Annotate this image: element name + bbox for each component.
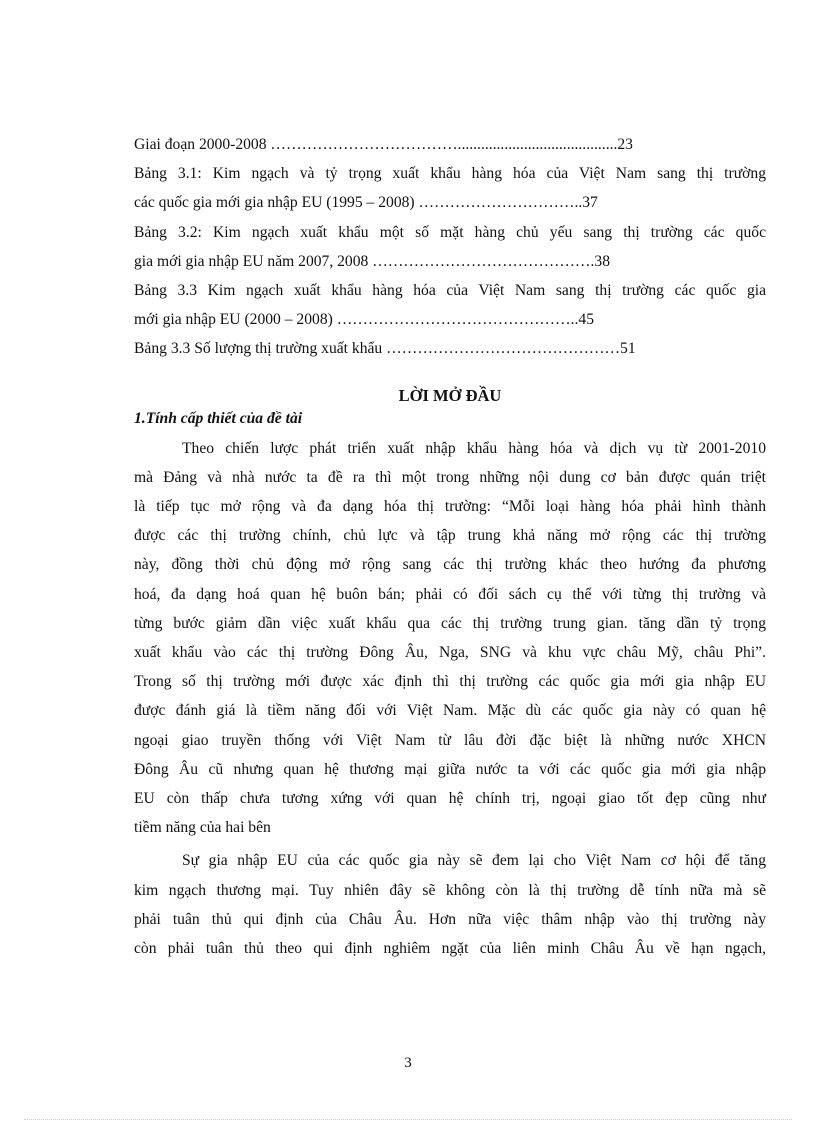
page-content bbox=[134, 130, 766, 963]
table-of-contents bbox=[134, 130, 766, 364]
section-title: 1.Tính cấp thiết của đề tài bbox=[134, 409, 303, 427]
text-line: Đông Âu cũ nhưng quan hệ thương mại giữa nước ta với các quốc gia mới gia nhập bbox=[134, 760, 766, 778]
toc-line: Bảng 3.1: Kim ngạch và tỷ trọng xuất khẩu hàng hóa của Việt Nam sang thị trường bbox=[134, 165, 766, 183]
toc-line: Bảng 3.3 Số lượng thị trường xuất khẩu ………………………………………51 bbox=[134, 340, 636, 358]
paragraph bbox=[134, 434, 766, 843]
page-bottom-rule bbox=[24, 1119, 792, 1120]
text-line: được các thị trường chính, chủ lực và tập trung khả năng mở rộng các thị trường bbox=[134, 527, 766, 545]
paragraph bbox=[134, 846, 766, 963]
text-line: Trong số thị trường mới được xác định thì thị trường các quốc gia mới gia nhập EU bbox=[134, 673, 766, 691]
page-number: 3 bbox=[404, 1055, 412, 1071]
toc-line: mới gia nhập EU (2000 – 2008) ………………………………………..45 bbox=[134, 311, 595, 329]
toc-line: các quốc gia mới gia nhập EU (1995 – 2008) …………………………..37 bbox=[134, 194, 598, 212]
text-line: Sự gia nhập EU của các quốc gia này sẽ đem lại cho Việt Nam cơ hội để tăng bbox=[182, 852, 766, 870]
toc-line: Giai đoạn 2000-2008 ……………………………….........................................23 bbox=[134, 136, 633, 153]
text-line: được đánh giá là tiềm năng đối với Việt Nam. Mặc dù các quốc gia này có quan hệ bbox=[134, 702, 766, 720]
text-line: xuất khẩu vào các thị trường Đông Âu, Nga, SNG và khu vực châu Mỹ, châu Phi”. bbox=[134, 644, 766, 662]
text-line: tiềm năng của hai bên bbox=[134, 819, 271, 837]
text-line: kim ngạch thương mại. Tuy nhiên đây sẽ không còn là thị trường dễ tính nữa mà sẽ bbox=[134, 881, 766, 899]
text-line: EU còn thấp chưa tương xứng với quan hệ chính trị, ngoại giao tốt đẹp cũng như bbox=[134, 790, 766, 808]
toc-line: gia mới gia nhập EU năm 2007, 2008 …………………………………….38 bbox=[134, 252, 611, 270]
text-line: ngoại giao truyền thống với Việt Nam từ lâu đời đặc biệt là những nước XHCN bbox=[134, 731, 766, 749]
text-line: là tiếp tục mở rộng và đa dạng hóa thị trường: “Mỗi loại hàng hóa phải hình thành bbox=[134, 498, 766, 516]
toc-line: Bảng 3.3 Kim ngạch xuất khẩu hàng hóa của Việt Nam sang thị trường các quốc gia bbox=[134, 282, 766, 300]
text-line: Theo chiến lược phát triển xuất nhập khẩu hàng hóa và dịch vụ từ 2001-2010 bbox=[182, 439, 766, 457]
text-line: phải tuân thủ qui định của Châu Âu. Hơn nữa việc thâm nhập vào thị trường này bbox=[134, 910, 766, 928]
page-heading: LỜI MỞ ĐẦU bbox=[398, 385, 502, 405]
text-line: còn phải tuân thủ theo qui định nghiêm ngặt của liên minh Châu Âu về hạn ngạch, bbox=[134, 940, 766, 958]
text-line: từng bước giảm dần việc xuất khẩu qua các thị trường trung gian. tăng dần tỷ trọng bbox=[134, 614, 766, 632]
text-line: mà Đảng và nhà nước ta đề ra thì một trong những nội dung cơ bản được quán triệt bbox=[134, 468, 766, 486]
text-line: hoá, đa dạng hoá quan hệ buôn bán; phải có đối sách cụ thể với từng thị trường và bbox=[134, 585, 766, 603]
text-line: này, đồng thời chủ động mở rộng sang các thị trường khác theo hướng đa phương bbox=[134, 556, 766, 574]
toc-line: Bảng 3.2: Kim ngạch xuất khẩu một số mặt hàng chủ yếu sang thị trường các quốc bbox=[134, 223, 766, 241]
